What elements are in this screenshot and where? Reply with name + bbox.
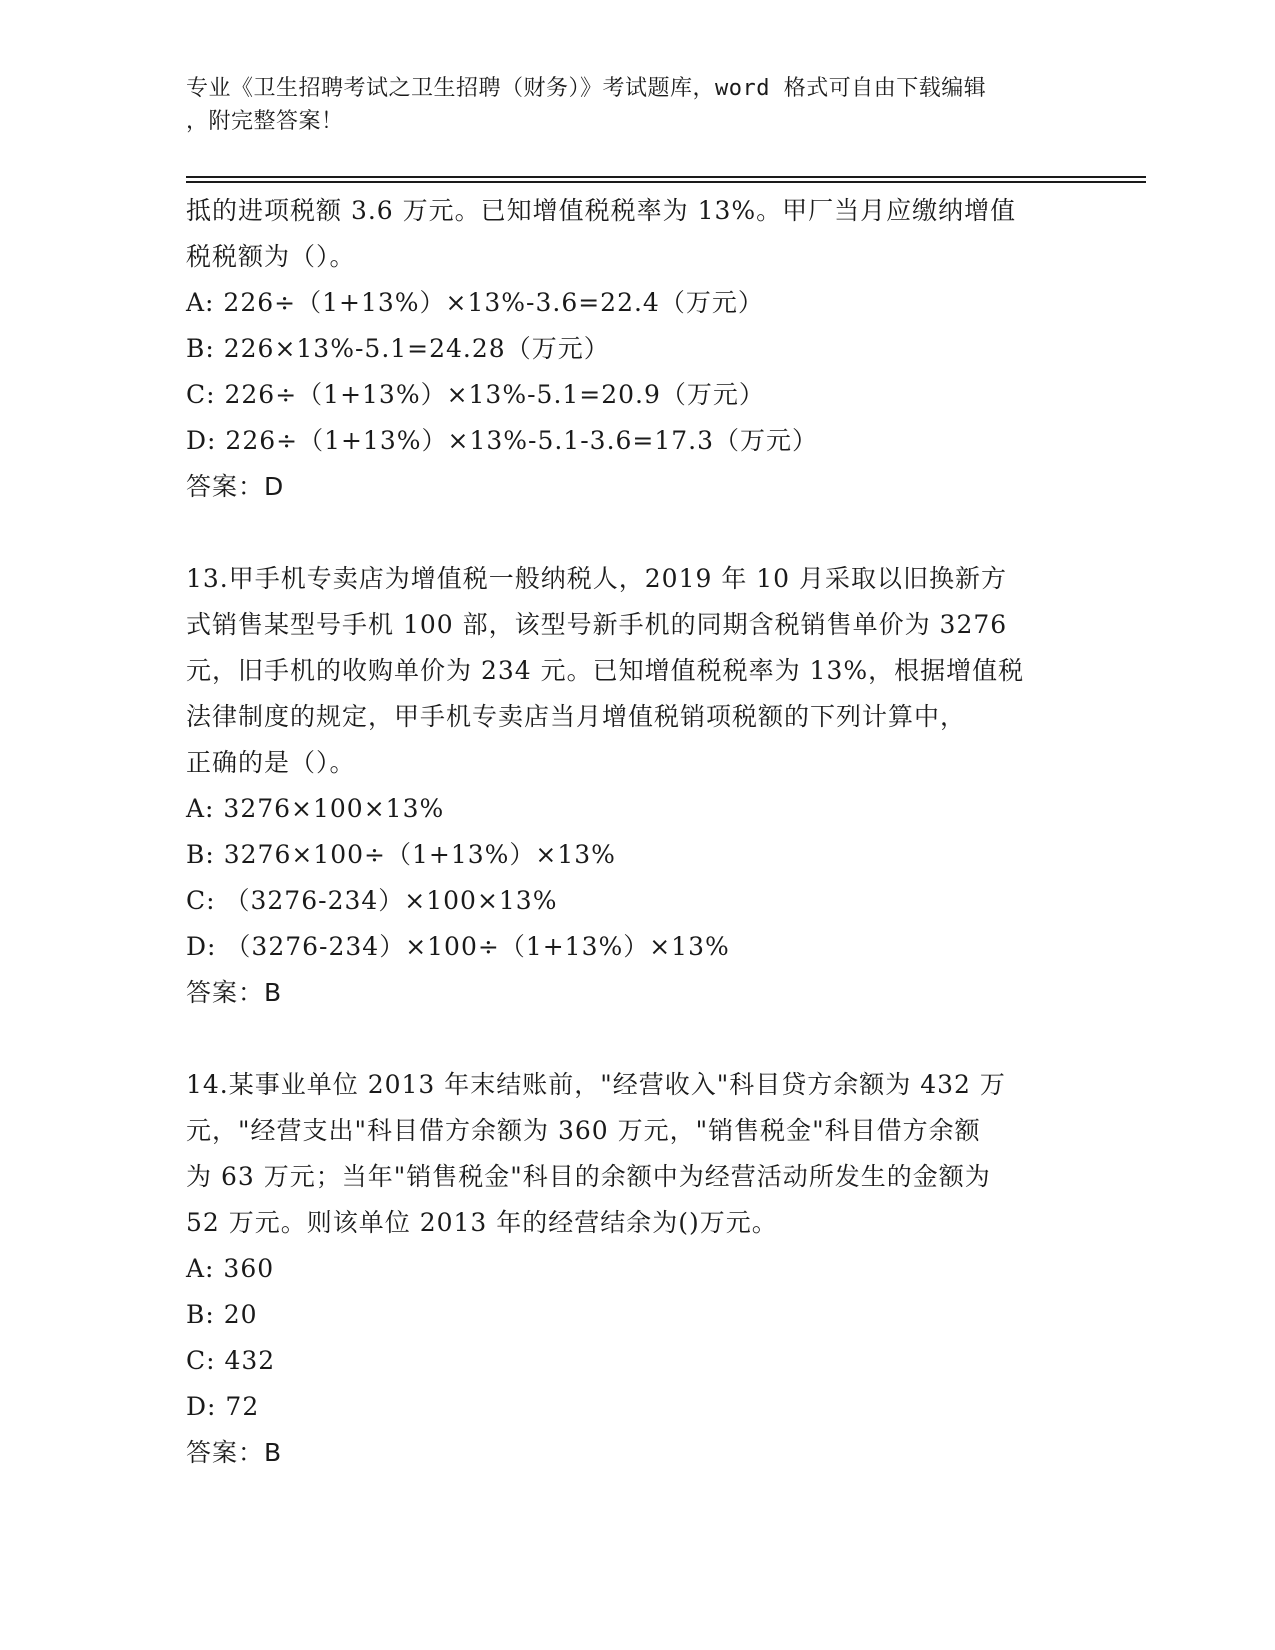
question-stem-line: 抵的进项税额 3.6 万元。已知增值税税率为 13%。甲厂当月应缴纳增值 <box>186 196 1017 225</box>
option-a: A: 360 <box>186 1254 275 1283</box>
header-line-1: 专业《卫生招聘考试之卫生招聘（财务）》考试题库，word 格式可自由下载编辑 <box>186 76 987 101</box>
document-header <box>186 72 1086 138</box>
question-stem-line: 式销售某型号手机 100 部，该型号新手机的同期含税销售单价为 3276 <box>186 610 1008 639</box>
option-a: A: 226÷（1+13%）×13%-3.6=22.4（万元） <box>186 288 764 317</box>
question-stem-line: 税税额为（）。 <box>186 242 356 271</box>
question-stem-line: 元，旧手机的收购单价为 234 元。已知增值税税率为 13%，根据增值税 <box>186 656 1025 685</box>
option-c: C: 432 <box>186 1346 276 1375</box>
header-rule-bottom <box>186 181 1146 183</box>
option-d: D: 72 <box>186 1392 260 1421</box>
option-d: D: （3276-234）×100÷（1+13%）×13% <box>186 932 730 961</box>
question-stem-line: 13.甲手机专卖店为增值税一般纳税人，2019 年 10 月采取以旧换新方 <box>186 564 1008 593</box>
question-stem-line: 为 63 万元；当年"销售税金"科目的余额中为经营活动所发生的金额为 <box>186 1162 991 1191</box>
answer-line: 答案：B <box>186 1438 283 1467</box>
answer-line: 答案：B <box>186 978 283 1007</box>
question-spacer <box>186 1016 1086 1062</box>
option-c: C: （3276-234）×100×13% <box>186 886 558 915</box>
question-14 <box>186 1062 1086 1476</box>
header-rule-top <box>186 176 1146 178</box>
answer-line: 答案：D <box>186 472 285 501</box>
option-a: A: 3276×100×13% <box>186 794 445 823</box>
question-stem-line: 正确的是（）。 <box>186 748 356 777</box>
option-b: B: 3276×100÷（1+13%）×13% <box>186 840 616 869</box>
question-13 <box>186 556 1086 1016</box>
document-body <box>186 188 1086 1476</box>
option-c: C: 226÷（1+13%）×13%-5.1=20.9（万元） <box>186 380 765 409</box>
question-stem-line: 法律制度的规定，甲手机专卖店当月增值税销项税额的下列计算中， <box>186 702 967 731</box>
header-line-2: ，附完整答案！ <box>186 109 344 134</box>
option-b: B: 226×13%-5.1=24.28（万元） <box>186 334 610 363</box>
question-12 <box>186 188 1086 510</box>
question-stem-line: 元，"经营支出"科目借方余额为 360 万元，"销售税金"科目借方余额 <box>186 1116 981 1145</box>
question-stem-line: 52 万元。则该单位 2013 年的经营结余为()万元。 <box>186 1208 778 1237</box>
question-stem-line: 14.某事业单位 2013 年末结账前，"经营收入"科目贷方余额为 432 万 <box>186 1070 1006 1099</box>
question-spacer <box>186 510 1086 556</box>
option-b: B: 20 <box>186 1300 258 1329</box>
option-d: D: 226÷（1+13%）×13%-5.1-3.6=17.3（万元） <box>186 426 819 455</box>
